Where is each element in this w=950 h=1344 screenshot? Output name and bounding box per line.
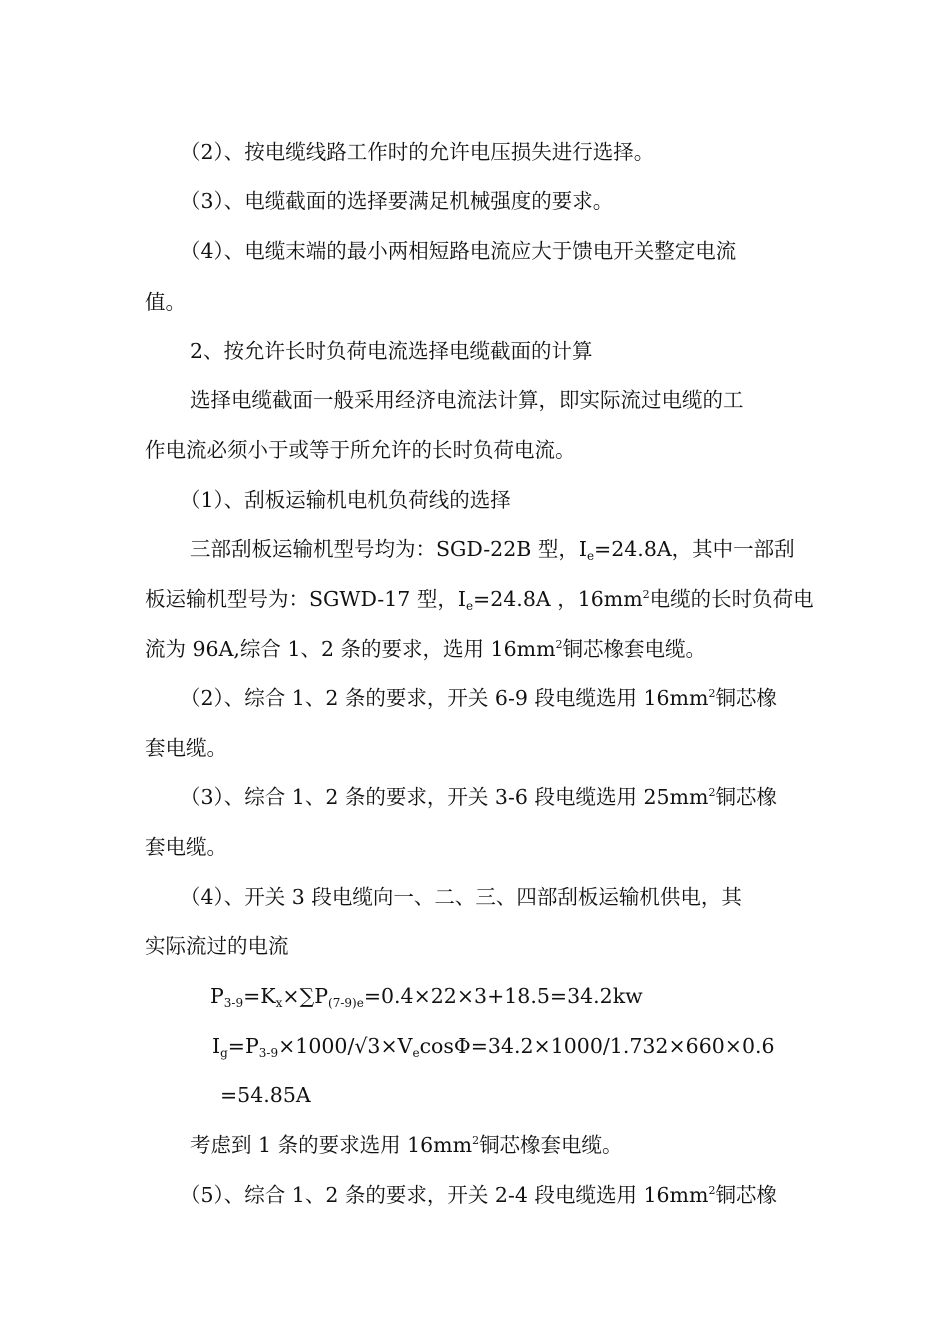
paragraph-line: 套电缆。	[145, 835, 227, 859]
paragraph-line: 三部刮板运输机型号均为：SGD-22B 型，$I_e=24.8A$，其中一部刮	[190, 537, 795, 563]
formula-line: $P_{3-9}=K_x\times\sum P_{(7-9)e}=0.4\times 22\times 3+18.5=34.2kw$	[210, 984, 643, 1010]
formula-line: =54.85A	[220, 1083, 311, 1107]
paragraph-line: （3）、综合 1、2 条的要求，开关 3-6 段电缆选用 $25mm^2$铜芯橡	[180, 785, 777, 809]
paragraph-line: （2）、综合 1、2 条的要求，开关 6-9 段电缆选用 $16mm^2$铜芯橡	[180, 686, 777, 710]
paragraph-line: （2）、按电缆线路工作时的允许电压损失进行选择。	[180, 140, 655, 164]
paragraph-line: （5）、综合 1、2 条的要求，开关 2-4 段电缆选用 $16mm^2$铜芯橡	[180, 1183, 777, 1207]
paragraph-line: 作电流必须小于或等于所允许的长时负荷电流。	[145, 438, 576, 462]
paragraph-line: 选择电缆截面一般采用经济电流法计算，即实际流过电缆的工	[190, 388, 744, 412]
paragraph-line: 套电缆。	[145, 736, 227, 760]
formula-line: $I_g=P_{3-9}\times 1000/√3\times V_e\cos\Phi=34.2\times 1000/1.732\times 660\times 0.6$	[212, 1034, 775, 1060]
paragraph-line: （4）、电缆末端的最小两相短路电流应大于馈电开关整定电流	[180, 239, 737, 263]
paragraph-line: （4）、开关 3 段电缆向一、二、三、四部刮板运输机供电，其	[180, 885, 742, 909]
paragraph-line: 流为 96A,综合 1、2 条的要求，选用 $16mm^2$铜芯橡套电缆。	[145, 637, 707, 661]
paragraph-line: 值。	[145, 290, 186, 314]
paragraph-line: 实际流过的电流	[145, 934, 289, 958]
paragraph-line: （1）、刮板运输机电机负荷线的选择	[180, 488, 511, 512]
paragraph-line: 考虑到 1 条的要求选用 $16mm^2$铜芯橡套电缆。	[190, 1133, 623, 1157]
paragraph-line: 板运输机型号为：SGWD-17 型，$I_e=24.8A$ ，$16mm^2$电缆的长时负荷电	[145, 587, 814, 613]
section-heading: 2、按允许长时负荷电流选择电缆截面的计算	[190, 339, 593, 363]
paragraph-line: （3）、电缆截面的选择要满足机械强度的要求。	[180, 189, 614, 213]
